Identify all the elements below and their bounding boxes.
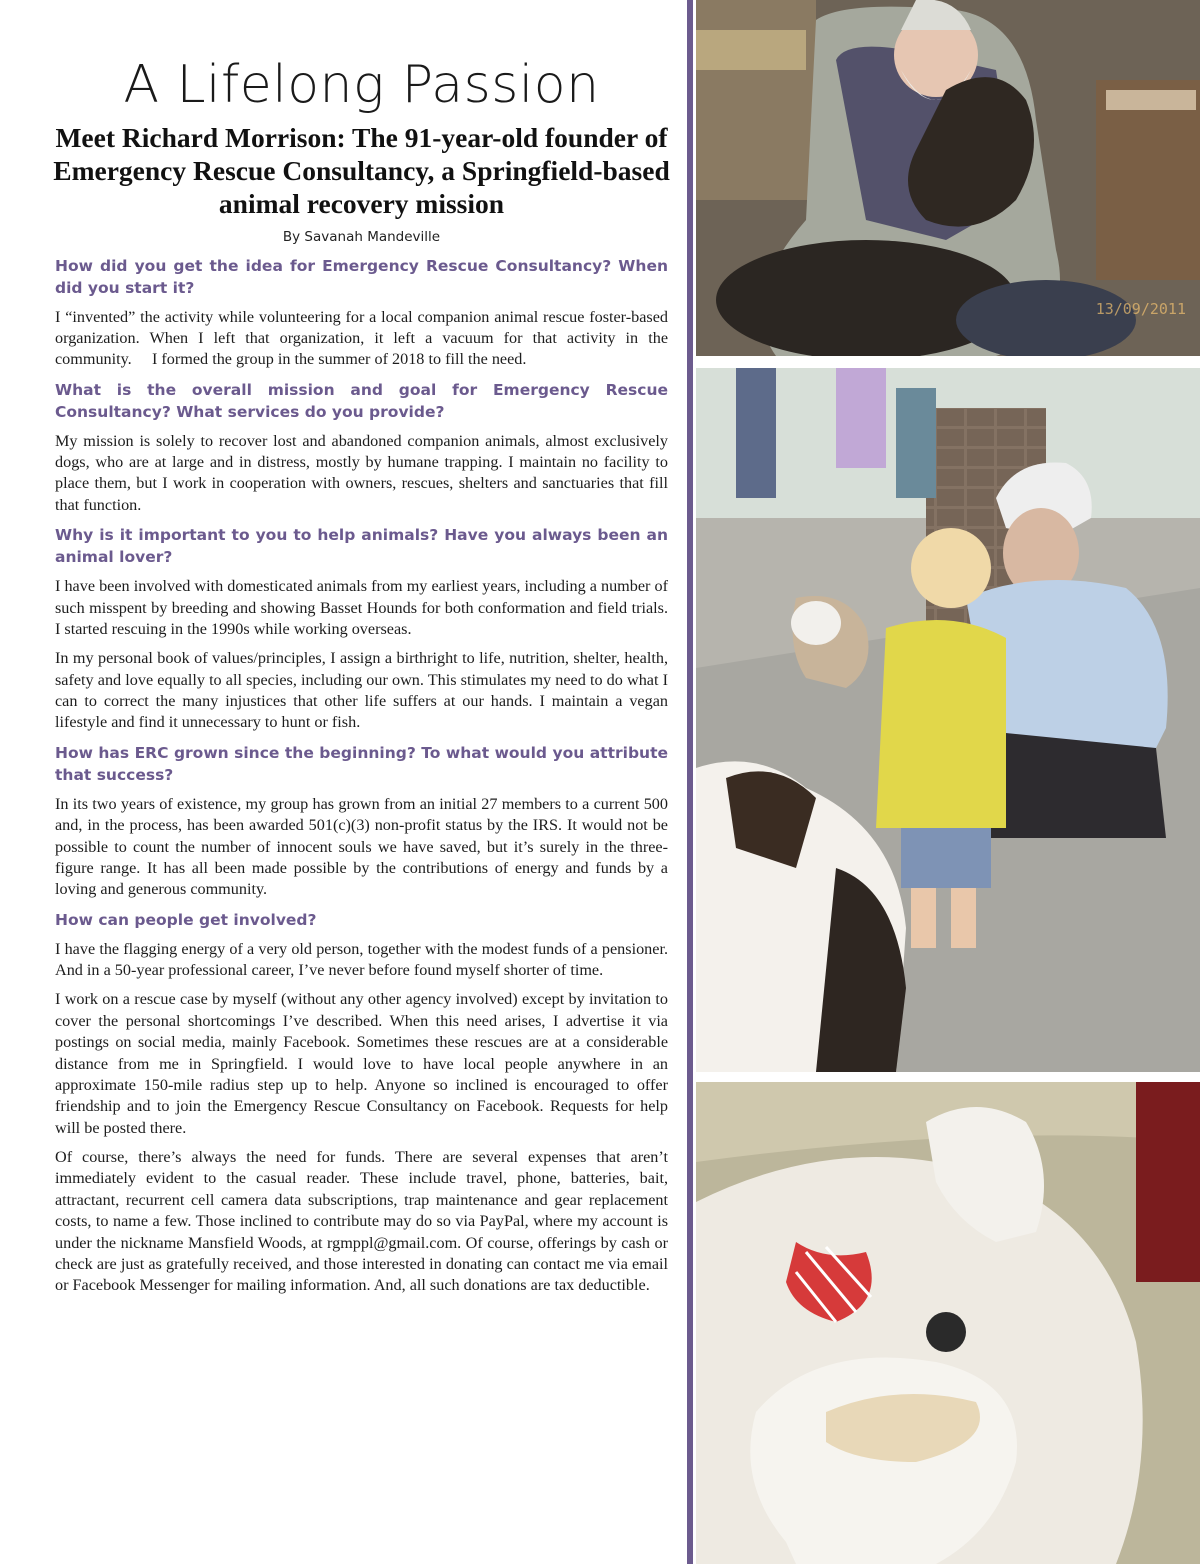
answer-5b: I work on a rescue case by myself (without any other agency involved) except by invitation to cover the personal shortcomings I’ve described. When this need arises, I advertise it via postings on social media, mainly Facebook. Sometimes these rescues are at a considerable distance from me in Springfield. I would love to have local people anywhere in an approximate 150-mile radius step up to help. Anyone so inclined is encouraged to offer friendship and to join the Emergency Rescue Consultancy on Facebook. Requests for help will be posted there. <box>55 990 668 1137</box>
question-4: How has ERC grown since the beginning? To what would you attribute that success? <box>55 743 668 784</box>
answer-5c: Of course, there’s always the need for funds. There are several expenses that aren’t immediately evident to the casual reader. These include travel, phone, batteries, bait, attractant, recurrent cell camera data subscriptions, trap maintenance and gear replacement costs, to name a few. Those inclined to contribute may do so via PayPal, where my account is under the nickname Mansfield Woods, at rgmppl@gmail.com. Of course, offerings by cash or check are just as gratefully received, and those interested in donating can contact me via email or Facebook Messenger for mailing information. And, all such donations are tax deductible. <box>55 1148 668 1295</box>
question-2: What is the overall mission and goal for Emergency Rescue Consultancy? What services do you provide? <box>55 380 668 421</box>
answer-3b: In my personal book of values/principles, I assign a birthright to life, nutrition, shelter, health, safety and love equally to all species, including our own. This stimulates my need to do what I can to correct the many injustices that other life suffers at our hands. I maintain a vegan lifestyle and find it unnecessary to hunt or fish. <box>55 649 668 732</box>
accent-divider <box>687 0 693 1564</box>
answer-5a: I have the flagging energy of a very old person, together with the modest funds of a pensioner. And in a 50-year professional career, I’ve never before found myself shorter of time. <box>55 939 668 980</box>
answer-4: In its two years of existence, my group has grown from an initial 27 members to a current 500 and, in the process, has been awarded 501(c)(3) non-profit status by the IRS. It would not be possible to count the number of innocent souls we have saved, but it’s surely in the three-figure range. It has all been made possible by the contributions of energy and funds by a loving and generous community. <box>55 794 668 899</box>
photo-man-hugging-dog <box>696 0 1200 356</box>
article-subtitle: Meet Richard Morrison: The 91-year-old founder of Emergency Rescue Consultancy, a Springfield-based animal recovery mission <box>53 121 670 219</box>
question-1: How did you get the idea for Emergency Rescue Consultancy? When did you start it? <box>55 256 668 297</box>
article-column <box>53 55 670 1305</box>
answer-1: I “invented” the activity while volunteering for a local companion animal rescue foster-based organization. When I left that organization, it left a vacuum for that activity in the community. I formed the group in the summer of 2018 to fill the need. <box>55 307 668 369</box>
photo-date-stamp: 13/09/2011 <box>1095 300 1186 318</box>
question-3: Why is it important to you to help animals? Have you always been an animal lover? <box>55 526 668 567</box>
article-byline: By Savanah Mandeville <box>282 228 441 245</box>
answer-3a: I have been involved with domesticated animals from my earliest years, including a number of such misspent by breeding and showing Basset Hounds for both conformation and field trials. I started rescuing in the 1990s while working overseas. <box>55 577 668 638</box>
question-5: How can people get involved? <box>55 910 317 929</box>
photo-white-terrier <box>696 1082 1200 1564</box>
photo-man-child-dogs <box>696 368 1200 1072</box>
article-title: A Lifelong Passion <box>123 55 600 115</box>
answer-2: My mission is solely to recover lost and abandoned companion animals, almost exclusively dogs, who are at large and in distress, mostly by humane trapping. I maintain no facility to place them, but I work in cooperation with owners, rescues, shelters and sanctuaries that fill that function. <box>55 431 668 514</box>
